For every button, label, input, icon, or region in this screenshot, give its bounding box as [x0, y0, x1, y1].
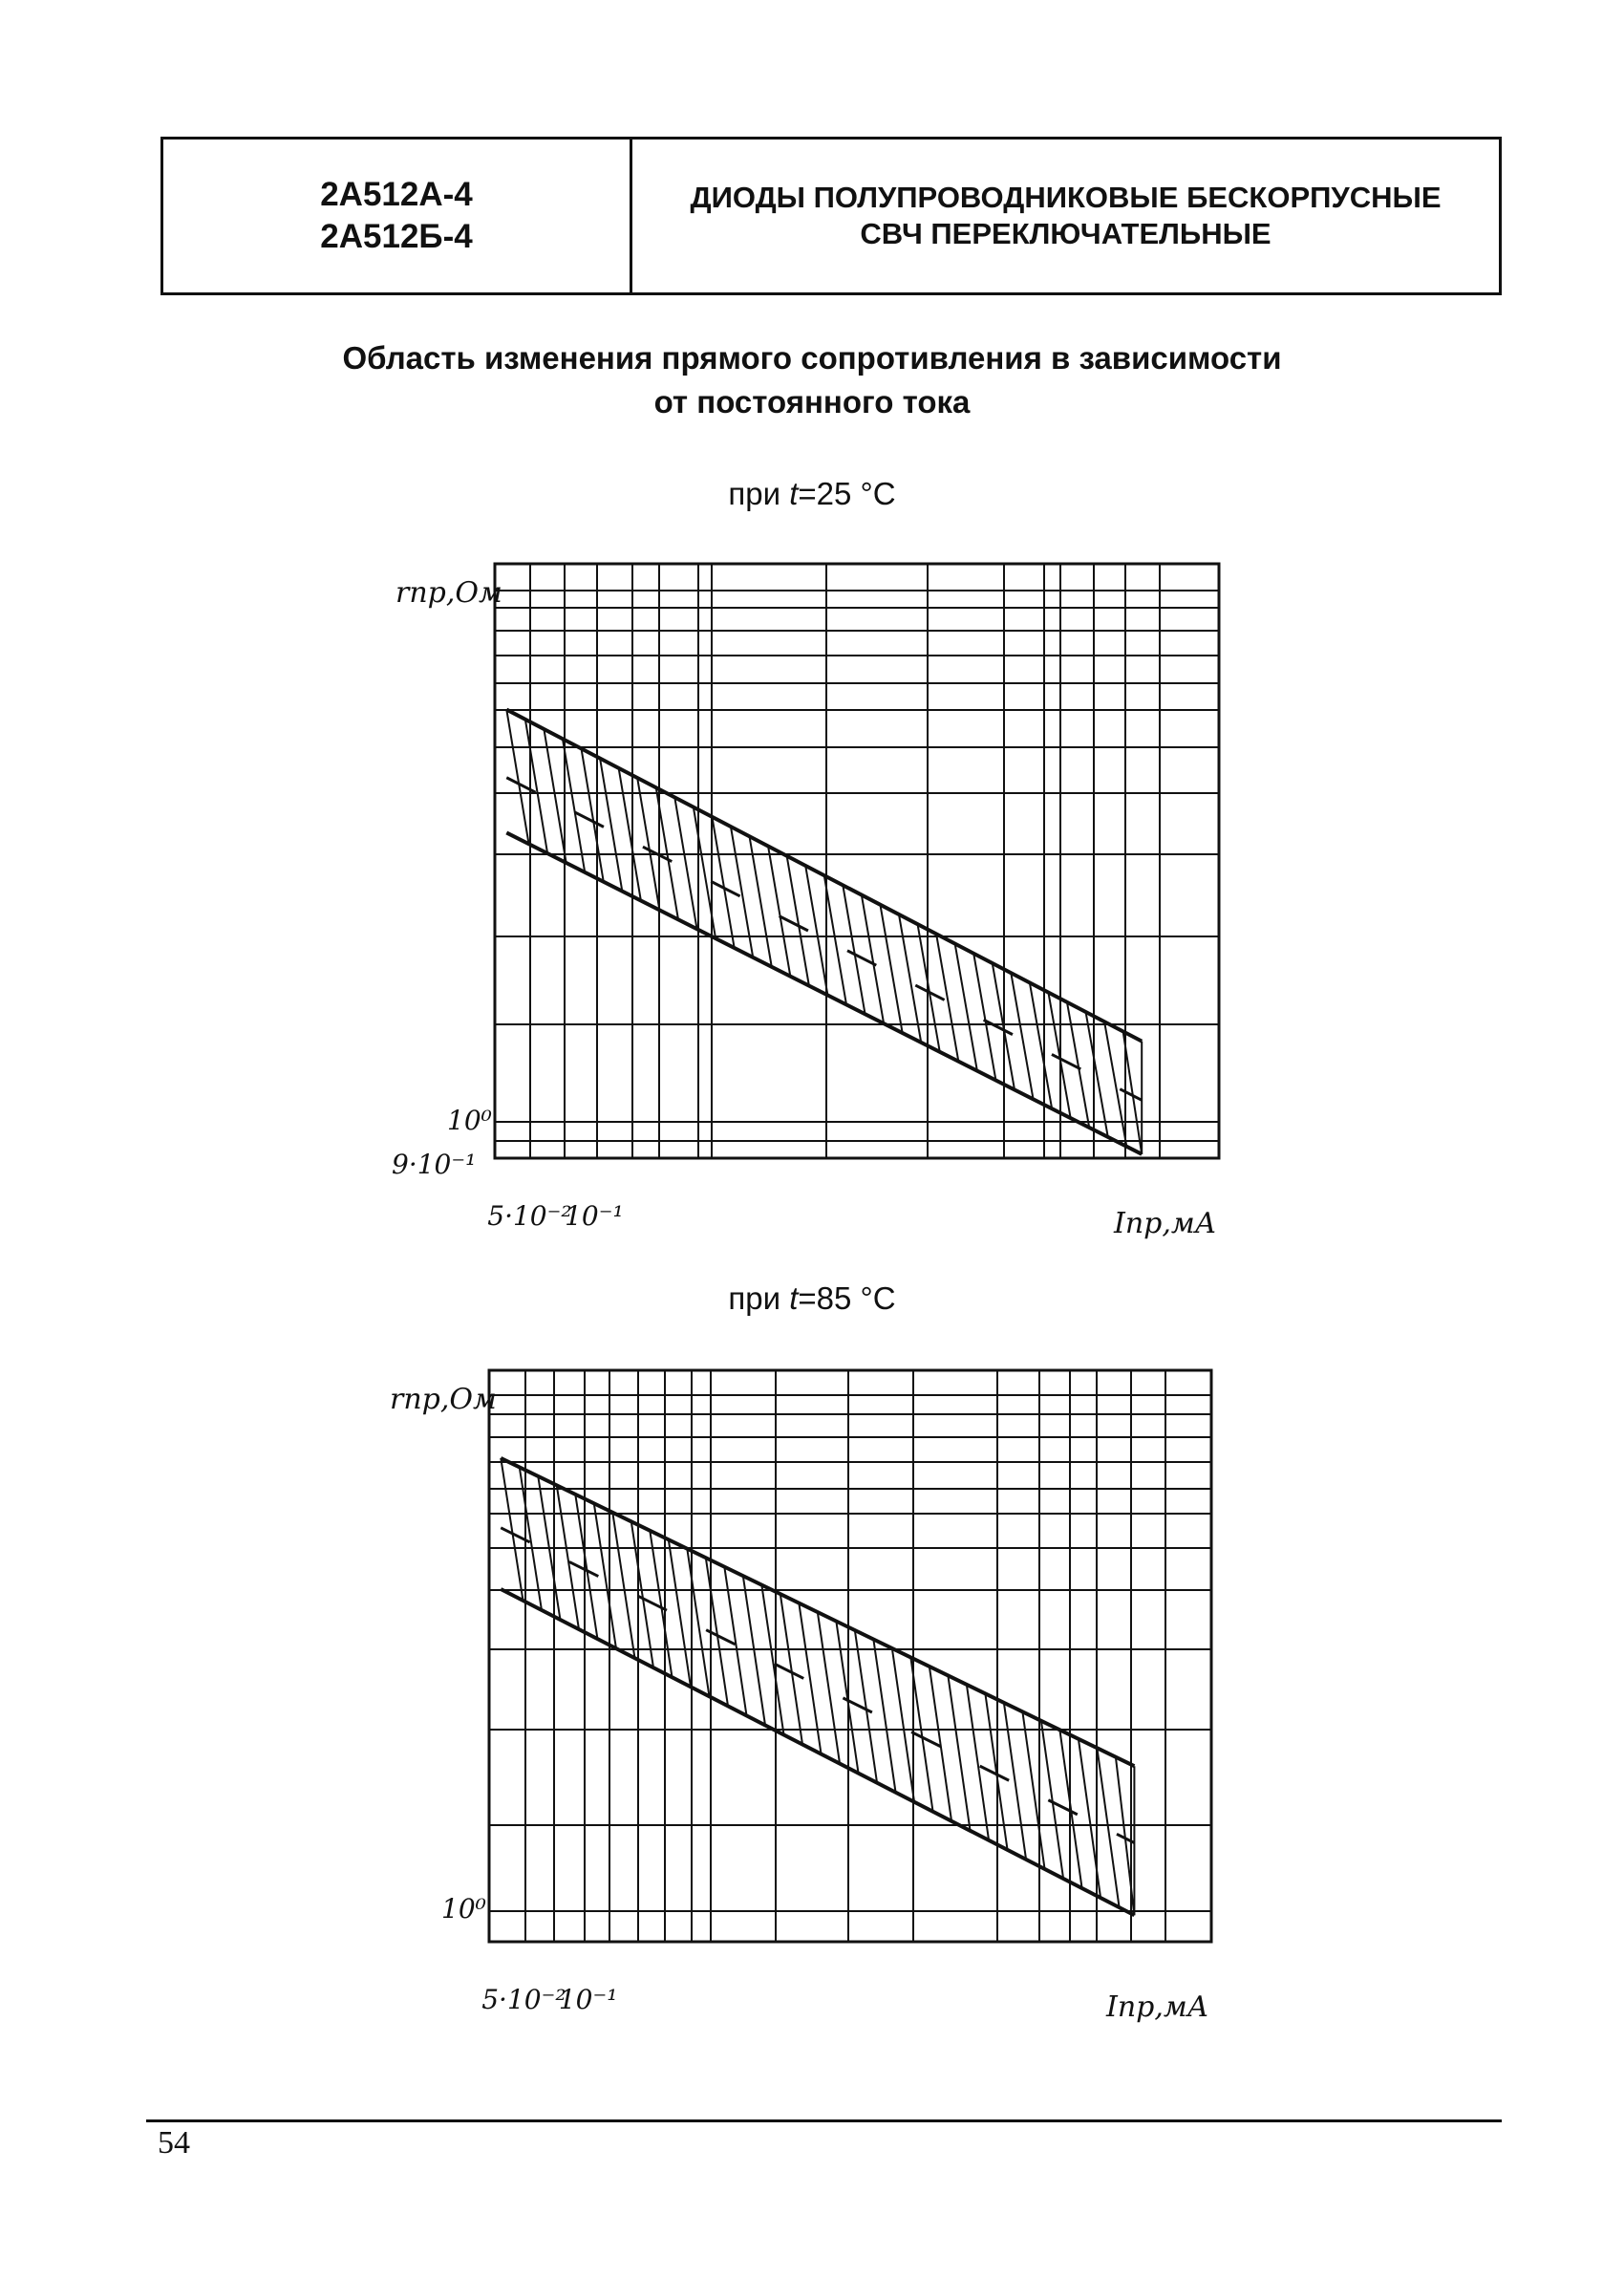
grid [495, 564, 1219, 1158]
hatch-line [892, 1648, 914, 1802]
hatch-line [674, 797, 696, 929]
footer-rule [146, 2119, 1502, 2122]
hatch-line [805, 866, 827, 996]
hatch-line [506, 710, 528, 845]
chart-2-condition-rest: =85 °C [798, 1280, 896, 1316]
hatch-line [843, 885, 865, 1014]
hatch-line [1097, 1748, 1119, 1907]
hatch-line [873, 1639, 895, 1792]
hatch-line [899, 914, 921, 1043]
part-numbers [163, 140, 632, 292]
x-tick-label: 5·10⁻² [481, 1984, 566, 2015]
hatch-line [750, 836, 772, 967]
hatch-line [948, 1675, 970, 1830]
chart-2-condition-var: t [789, 1280, 799, 1316]
chart-1-condition-var: t [789, 476, 799, 511]
hatch-line [582, 748, 604, 881]
title-line-1: ДИОДЫ ПОЛУПРОВОДНИКОВЫЕ БЕСКОРПУСНЫЕ [690, 181, 1442, 214]
hatch-line [818, 1612, 840, 1764]
figure-subtitle [0, 336, 1624, 424]
hatch-line [557, 1485, 579, 1629]
hatch-line [631, 1521, 653, 1667]
chart-2-condition [0, 1280, 1624, 1317]
hatch-line [1022, 1711, 1044, 1869]
hatch-line [973, 954, 995, 1081]
hatch-line [967, 1685, 989, 1840]
hatch-line [600, 759, 622, 892]
x-tick-label: 5·10⁻² [487, 1200, 572, 1232]
x-tick-label: 10⁻¹ [558, 1984, 618, 2015]
hatch-line [612, 1513, 634, 1658]
hatch-line [1041, 1721, 1063, 1879]
y-axis-label: rпр,Ом [390, 1383, 497, 1416]
x-axis-label: Iпр,мА [1106, 1990, 1209, 2024]
chart-1-condition-prefix: при [728, 476, 790, 511]
chart-1-condition-rest: =25 °C [798, 476, 896, 511]
hatch-line [743, 1576, 765, 1725]
document-title [632, 140, 1499, 292]
band-median-line [506, 778, 1142, 1101]
y-tick-label: 9·10⁻¹ [392, 1148, 477, 1180]
header-box [160, 137, 1502, 295]
hatch-line [761, 1585, 783, 1735]
hatch-line [955, 944, 977, 1071]
hatch-line [669, 1539, 691, 1687]
page-number: 54 [158, 2125, 190, 2161]
plot-frame [495, 564, 1219, 1158]
subtitle-line-2: от постоянного тока [653, 384, 971, 419]
x-axis-label: Iпр,мА [1114, 1207, 1217, 1240]
hatch-line [1011, 973, 1033, 1099]
hatch-line [836, 1622, 858, 1774]
y-tick-label: 10⁰ [441, 1893, 486, 1925]
chart-1-25c [382, 554, 1242, 1242]
hatch-line [525, 720, 547, 853]
band-hatching [506, 710, 1142, 1154]
subtitle-line-1: Область изменения прямого сопротивления в зависимости [342, 340, 1282, 376]
chart-2-85c [382, 1357, 1242, 2026]
hatch-line [687, 1549, 709, 1697]
hatch-line [619, 768, 641, 901]
part-number-a: 2А512А-4 [320, 176, 473, 213]
grid [489, 1370, 1211, 1942]
hatch-line [1030, 982, 1052, 1108]
hatch-line [768, 846, 790, 976]
hatch-line [824, 875, 846, 1004]
hatch-line [1104, 1022, 1126, 1147]
hatch-line [1086, 1012, 1108, 1137]
hatch-line [544, 729, 566, 863]
chart-1-condition [0, 476, 1624, 512]
x-tick-label: 10⁻¹ [565, 1200, 624, 1232]
hatch-line [637, 778, 659, 910]
y-tick-label: 10⁰ [447, 1105, 492, 1137]
title-line-2: СВЧ ПЕРЕКЛЮЧАТЕЛЬНЫЕ [860, 217, 1271, 250]
part-number-b: 2А512Б-4 [320, 218, 473, 255]
hatch-line [563, 739, 585, 872]
plot-frame [489, 1370, 1211, 1942]
chart-2-condition-prefix: при [728, 1280, 790, 1316]
y-axis-label: rпр,Ом [395, 576, 502, 610]
hatch-line [880, 905, 902, 1033]
